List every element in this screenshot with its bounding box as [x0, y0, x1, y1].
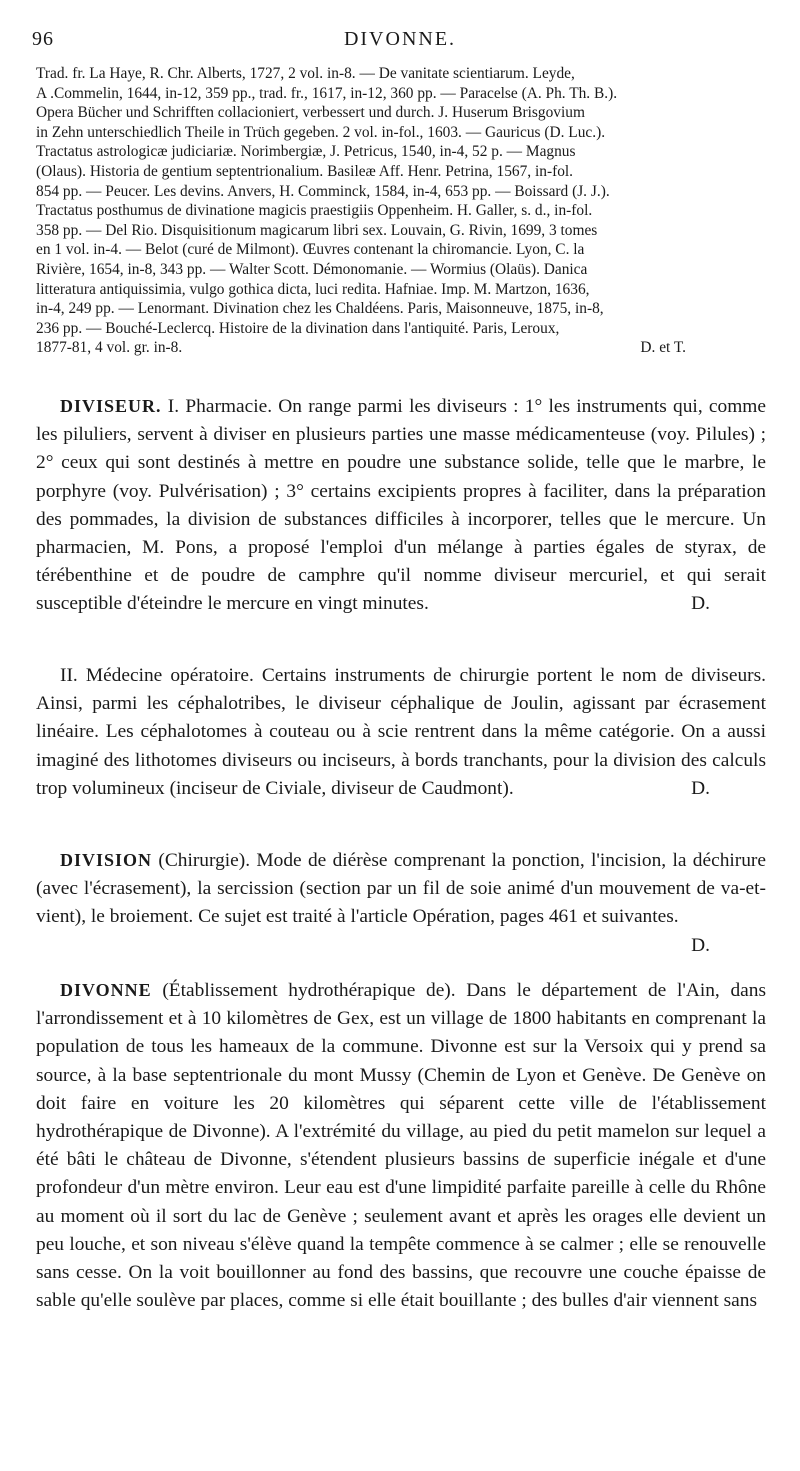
bibliography-line: Tractatus astrologicæ judiciariæ. Norimbergiæ, J. Petricus, 1540, in-4, 52 p. — Magnus — [36, 143, 576, 161]
headword-division: DIVISION — [60, 850, 153, 870]
bibliography-line: in Zehn unterschiedlich Theile in Trüch gegeben. 2 vol. in-fol., 1603. — Gauricus (D. Luc.). — [36, 123, 606, 141]
author-signature: D. — [691, 777, 710, 799]
page-header — [32, 28, 768, 58]
bibliography-line: 236 pp. — Bouché-Leclercq. Histoire de la divination dans l'antiquité. Paris, Leroux, — [36, 319, 560, 337]
article-text: II. Médecine opératoire. Certains instruments de chirurgie portent le nom de diviseurs. Ainsi, parmi les céphalotribes, le diviseur céphalique de Joulin, agissant par écrasement linéaire. Les céphalotomes à couteau ou à scie rentrent dans la même catégorie. On a aussi imaginé des lithotomes diviseurs ou inciseurs, à bords tranchants, pour la division des calculs trop volumineux (inciseur de Civiale, diviseur de Caudmont). — [36, 665, 766, 799]
bibliography-line: litteratura antiquissimia, vulgo gothica dicta, luci redita. Hafniae. Imp. M. Martzon, 1636, — [36, 280, 590, 298]
page-number: 96 — [32, 28, 54, 50]
article-diviseur-pharmacie — [36, 392, 766, 619]
bibliography-block — [36, 64, 766, 358]
bibliography-last-line: 1877-81, 4 vol. gr. in-8. — [36, 339, 183, 357]
running-title: DIVONNE. — [343, 28, 457, 50]
article-diviseur-medecine-operatoire — [36, 662, 766, 803]
article-division — [36, 846, 766, 960]
article-text: (Établissement hydrothérapique de). Dans le département de l'Ain, dans l'arrondissement et à 10 kilomètres de Gex, est un village de 1800 habitants en comprenant la population de tous les hameaux de la commune. Divonne est sur la Versoix qui y prend sa source, à la base septentrionale du mont Mussy (Chemin de Lyon et Genève. De Genève on doit faire en voiture les 20 kilomètres qui séparent cette ville de l'établissement hydrothérapique de Divonne). A l'extrémité du village, au pied du petit mamelon sur lequel a été bâti le château de Divonne, s'étendent plusieurs bassins de superficie inégale et d'une profondeur d'un mètre environ. Leur eau est d'une limpidité parfaite pareille à celle du Rhône au moment où il sort du lac de Genève ; seulement avant et après les orages elle devient un peu louche, et son niveau s'élève quand la tempête commence à se calmer ; elle se renouvelle sans cesse. On la voit bouillonner au fond des bassins, que recouvre une couche épaisse de sable qu'elle soulève par places, comme si elle était bouillante ; des bulles d'air viennent sans — [36, 980, 766, 1312]
bibliography-line: in-4, 249 pp. — Lenormant. Divination chez les Chaldéens. Paris, Maisonneuve, 1875, in-8, — [36, 300, 604, 318]
article-divonne — [36, 976, 766, 1315]
bibliography-line: 358 pp. — Del Rio. Disquisitionum magicarum libri sex. Louvain, G. Rivin, 1699, 3 tomes — [36, 221, 598, 239]
headword-divonne: DIVONNE — [60, 980, 152, 1000]
article-text: (Chirurgie). Mode de diérèse comprenant la ponction, l'incision, la déchirure (avec l'écrasement), la sercission (section par un fil de soie animé d'un mouvement de va-et-vient), le broiement. Ce sujet est traité à l'article Opération, pages 461 et suivantes. — [36, 850, 766, 928]
bibliography-line: Tractatus posthumus de divinatione magicis praestigiis Oppenheim. H. Galler, s. d., in-fol. — [36, 202, 593, 220]
bibliography-line: en 1 vol. in-4. — Belot (curé de Milmont). Œuvres contenant la chiromancie. Lyon, C. la — [36, 241, 585, 259]
bibliography-closing-line — [36, 338, 766, 358]
bibliography-line: (Olaus). Historia de gentium septentrionalium. Basileæ Aff. Henr. Petrina, 1567, in-fol. — [36, 162, 574, 180]
bibliography-line: 854 pp. — Peucer. Les devins. Anvers, H. Comminck, 1584, in-4, 653 pp. — Boissard (J. J.). — [36, 182, 610, 200]
bibliography-line: Trad. fr. La Haye, R. Chr. Alberts, 1727, 2 vol. in-8. — De vanitate scientiarum. Leyde, — [36, 65, 575, 82]
author-signature: D. — [691, 934, 710, 956]
author-signature: D. — [691, 593, 710, 615]
article-text: I. Pharmacie. On range parmi les diviseurs : 1° les instruments qui, comme les piluliers, servent à diviser en plusieurs parties une masse médicamenteuse (voy. Pilules) ; 2° ceux qui sont destinés à mettre en poudre une substance solide, telle que le marbre, le porphyre (voy. Pulvérisation) ; 3° certains excipients propres à faciliter, dans la préparation des pommades, la division de substances difficiles à incorporer, telles que le mercure. Un pharmacien, M. Pons, a proposé l'emploi d'un mélange à parties égales de styrax, de térébenthine et de poudre de camphre qu'il nomme diviseur mercuriel, et qui serait susceptible d'éteindre le mercure en vingt minutes. — [36, 396, 766, 615]
bibliography-line: Opera Bücher und Schrifften collacioniert, verbessert und durch. J. Huserum Brisgovium — [36, 104, 585, 122]
bibliography-line: Rivière, 1654, in-8, 343 pp. — Walter Scott. Démonomanie. — Wormius (Olaüs). Danica — [36, 260, 588, 278]
bibliography-line: A .Commelin, 1644, in-12, 359 pp., trad. fr., 1617, in-12, 360 pp. — Paracelse (A. Ph. Th. B.). — [36, 84, 618, 102]
headword-diviseur: DIVISEUR. — [60, 396, 162, 416]
bibliography-signoff: D. et T. — [640, 339, 686, 357]
